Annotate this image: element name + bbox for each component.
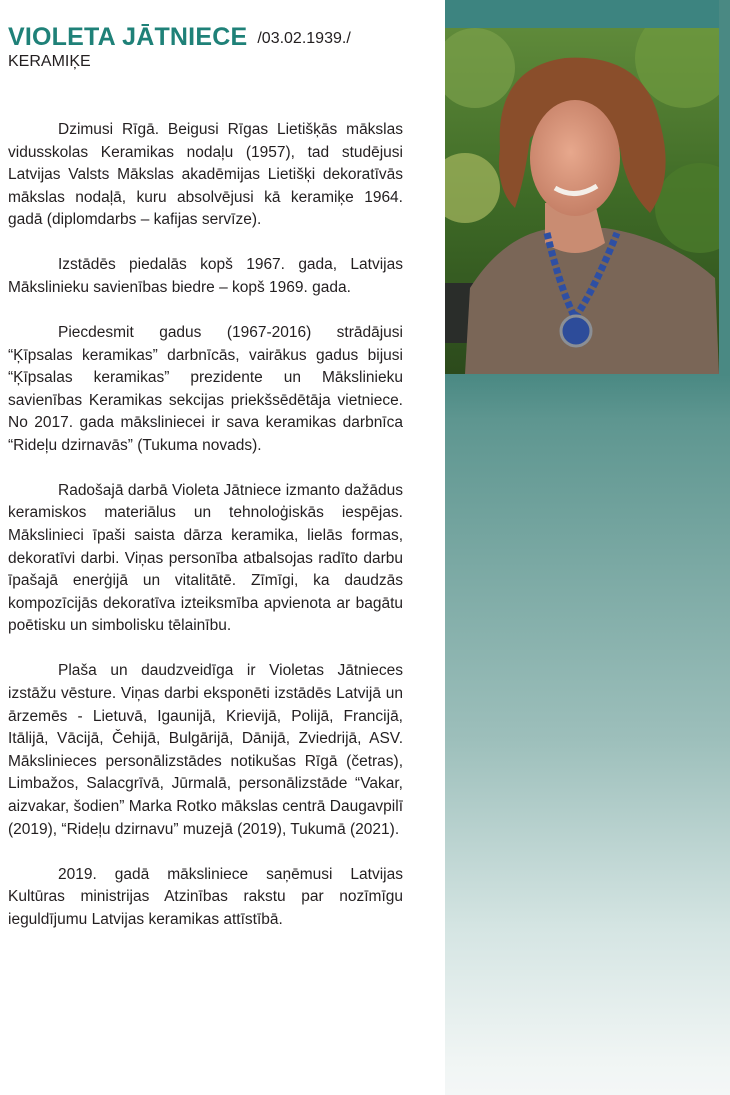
header bbox=[8, 22, 438, 72]
paragraph: Izstādēs piedalās kopš 1967. gada, Latvijas Mākslinieku savienības biedre – kopš 1969. gada. bbox=[8, 256, 403, 296]
paragraph: 2019. gadā māksliniece saņēmusi Latvijas Kultūras ministrijas Atzinības rakstu par nozīmīgu ieguldījumu Latvijas keramikas attīstībā. bbox=[8, 865, 403, 928]
sidebar-gradient bbox=[445, 0, 730, 1095]
sidebar-top-band bbox=[445, 0, 719, 28]
paragraph: Plaša un daudzveidīga ir Violetas Jātnieces izstāžu vēsture. Viņas darbi eksponēti izstādēs Latvijā un ārzemēs - Lietuvā, Igaunijā, Krievijā, Polijā, Francijā, Itālijā, Vācijā, Čehijā, Bulgārijā, Dānijā, Zviedrijā, ASV. Mākslinieces personālizstādes notikušas Rīgā (četras), Limbažos, Salacgrīvā, Jūrmalā, personālizstāde “Vakar, aizvakar, šodien” Marka Rotko mākslas centrā Daugavpilī (2019), “Rideļu dzirnavu” muzejā (2019), Tukumā (2021). bbox=[8, 662, 403, 838]
birth-date: /03.02.1939./ bbox=[257, 30, 351, 47]
paragraph: Dzimusi Rīgā. Beigusi Rīgas Lietišķās mākslas vidusskolas Keramikas nodaļu (1957), tad studējusi Latvijas Valsts Mākslas akadēmijas Lietišķi dekoratīvās mākslas nodaļā, kuru absolvējusi kā keramiķe 1964. gadā (diplomdarbs – kafijas servīze). bbox=[8, 121, 403, 229]
biography-text bbox=[8, 119, 403, 954]
profession: KERAMIĶE bbox=[8, 53, 91, 70]
paragraph: Piecdesmit gadus (1967-2016) strādājusi “Ķīpsalas keramikas” darbnīcās, vairākus gadus bijusi “Ķīpsalas keramikas” prezidente un Mākslinieku savienības Keramikas sekcijas priekšsēdētāja vietniece. No 2017. gada māksliniecei ir sava keramikas darbnīca “Rideļu dzirnavās” (Tukuma novads). bbox=[8, 323, 403, 454]
portrait-photo bbox=[445, 28, 719, 374]
paragraph: Radošajā darbā Violeta Jātniece izmanto dažādus keramiskos materiālus un tehnoloģiskās iespējas. Mākslinieci īpaši saista dārza keramika, lielās formas, dekoratīvi darbi. Viņas personība atbalsojas radīto darbu īpašajā enerģijā un vitalitātē. Zīmīgi, ka daudzās kompozīcijās dekoratīva izteiksmība apvienota ar bagātu poētisku un simbolisku tēlainību. bbox=[8, 481, 403, 635]
artist-name: VIOLETA JĀTNIECE bbox=[8, 23, 248, 51]
